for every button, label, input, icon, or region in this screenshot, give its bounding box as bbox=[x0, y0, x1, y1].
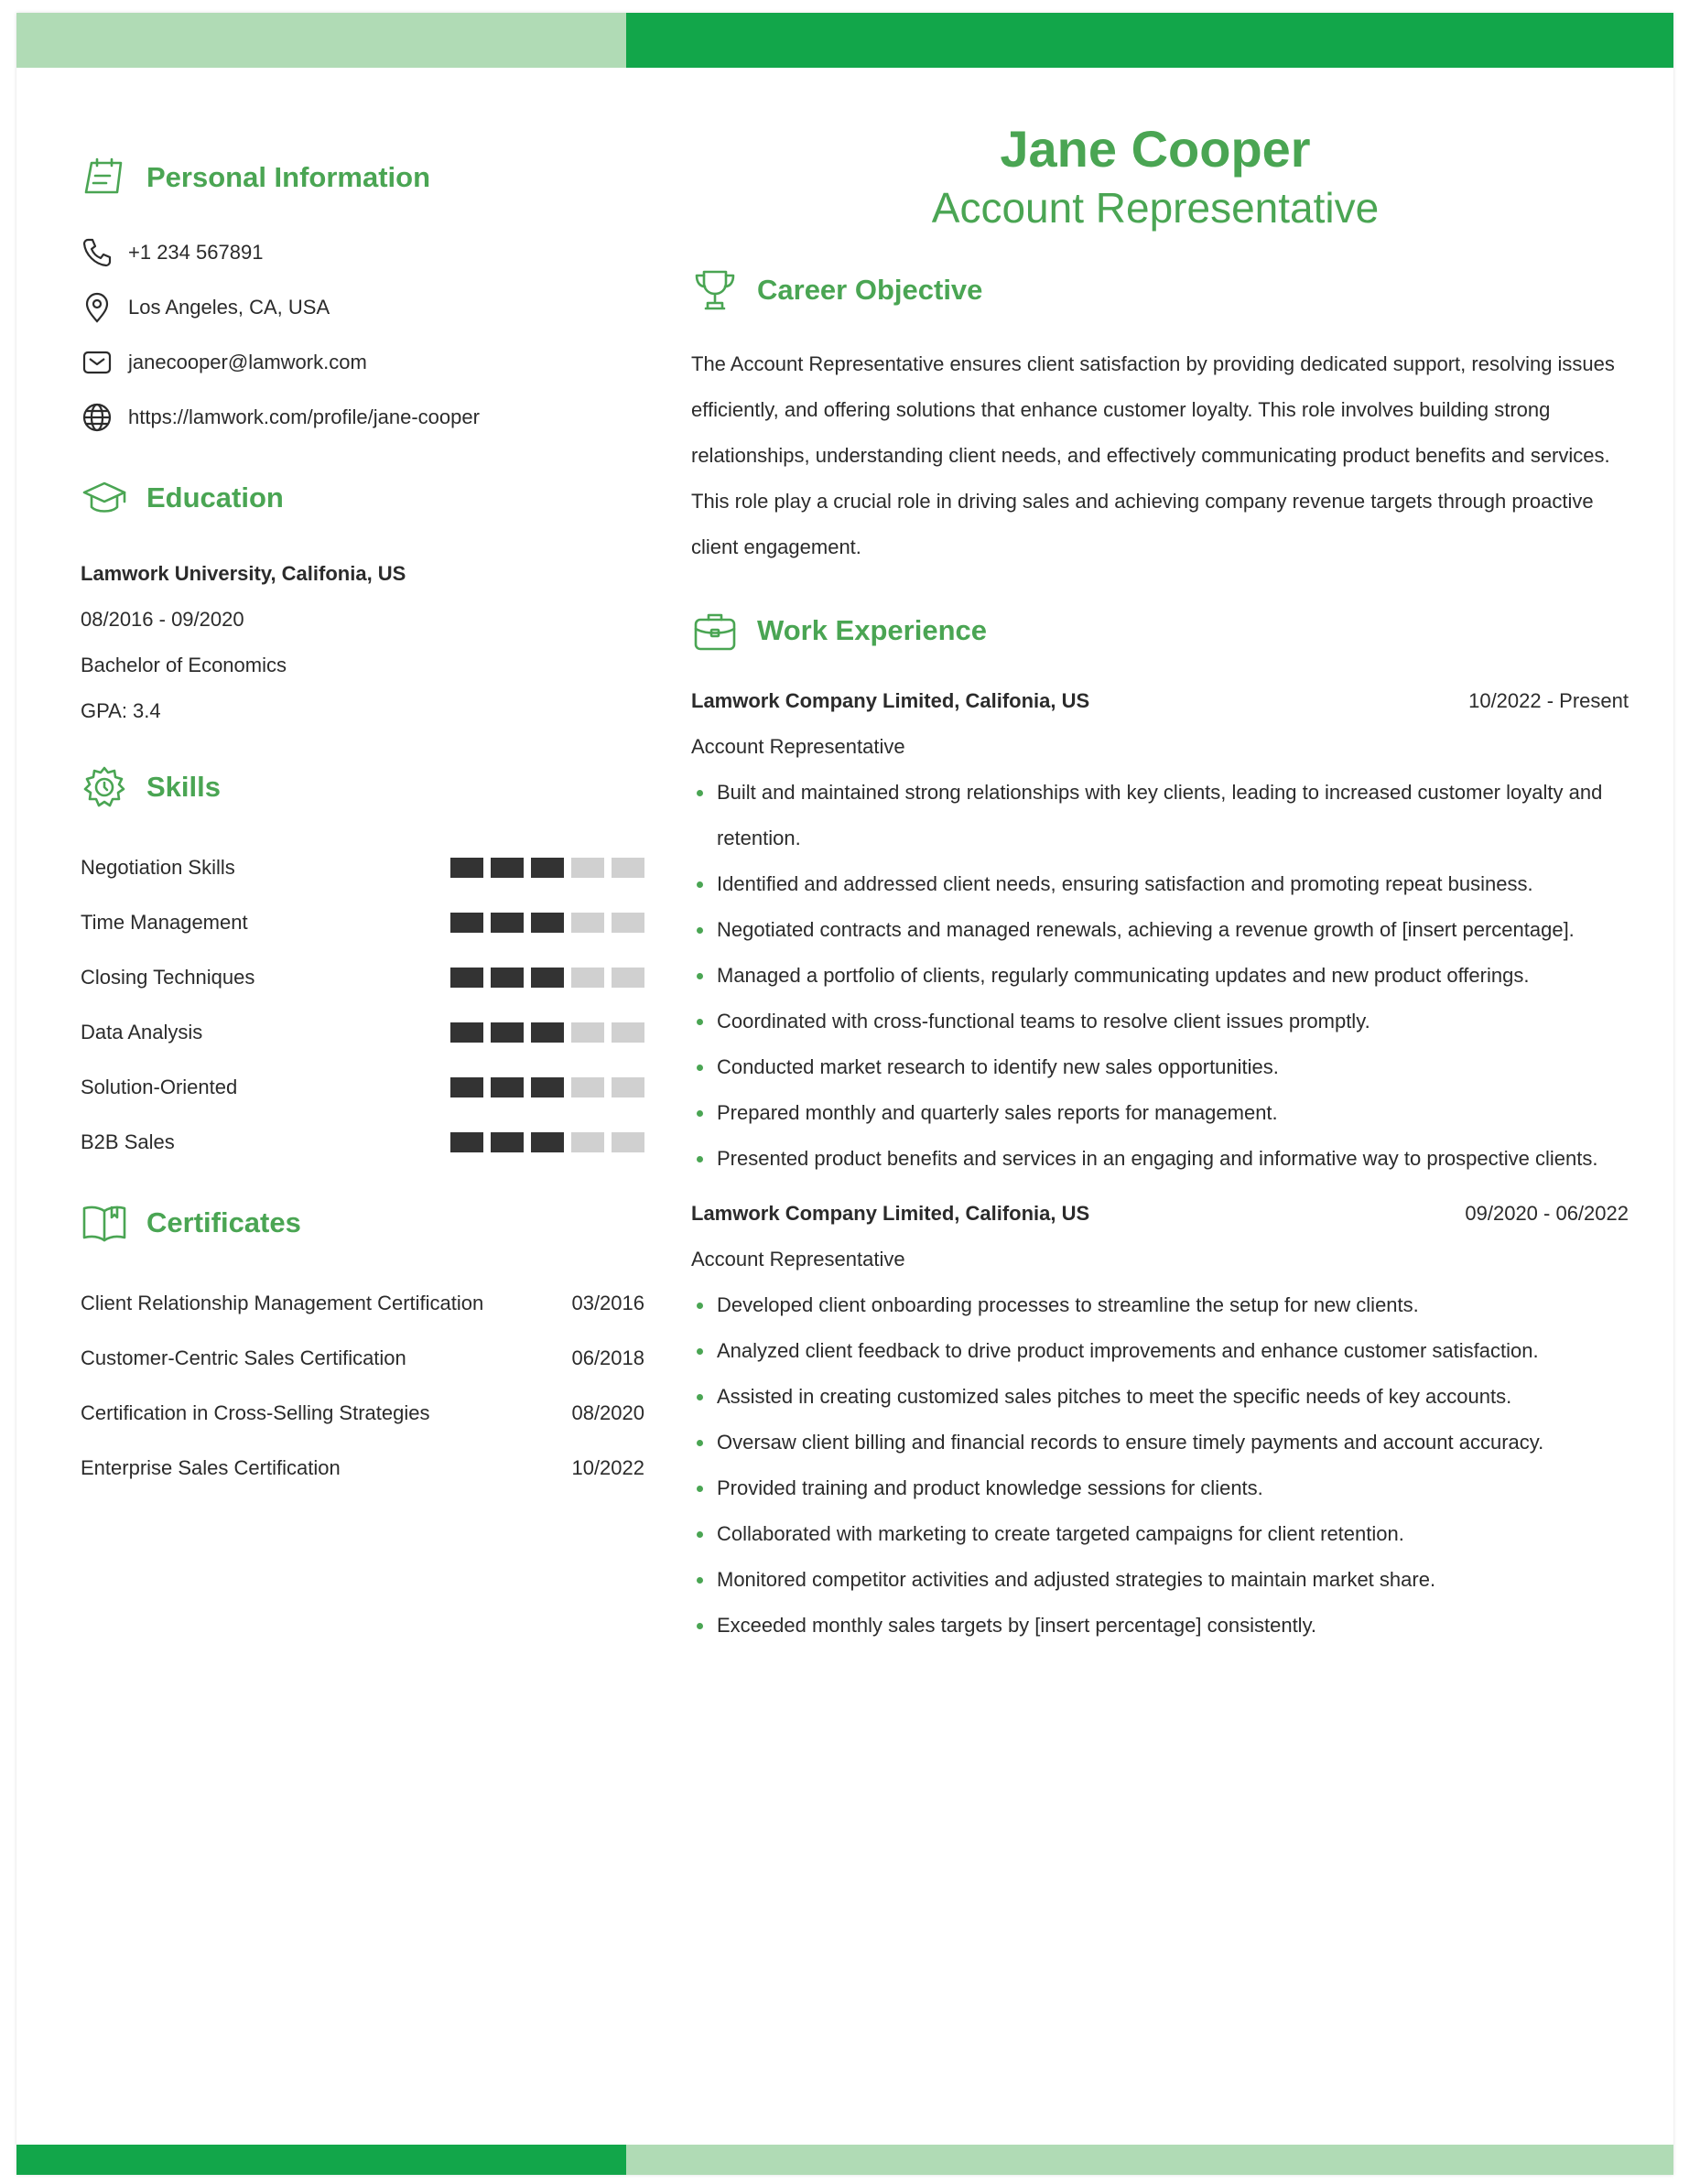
certificate-row bbox=[81, 1331, 644, 1386]
jobs-list bbox=[691, 678, 1629, 1649]
skill-level-meter bbox=[450, 1022, 644, 1043]
job-bullet: Negotiated contracts and managed renewals, achieving a revenue growth of [insert percentage]. bbox=[691, 907, 1629, 953]
skill-level-block bbox=[531, 1022, 564, 1043]
job-role: Account Representative bbox=[691, 735, 905, 758]
location-pin-icon bbox=[81, 291, 114, 324]
mail-icon bbox=[81, 346, 114, 379]
skill-level-block bbox=[450, 1022, 483, 1043]
skill-level-block bbox=[531, 1077, 564, 1097]
skill-level-block bbox=[491, 1132, 524, 1152]
skill-level-block bbox=[612, 858, 644, 878]
top-bar-dark bbox=[626, 13, 1673, 68]
job-company: Lamwork Company Limited, Califonia, US bbox=[691, 689, 1090, 712]
certificate-row bbox=[81, 1276, 644, 1331]
skill-level-block bbox=[491, 1077, 524, 1097]
job-bullet: Collaborated with marketing to create targeted campaigns for client retention. bbox=[691, 1511, 1629, 1557]
job-bullet: Coordinated with cross-functional teams to resolve client issues promptly. bbox=[691, 999, 1629, 1044]
personal-info-heading bbox=[81, 150, 644, 205]
skills-list bbox=[81, 840, 644, 1170]
job-bullet: Prepared monthly and quarterly sales reports for management. bbox=[691, 1090, 1629, 1136]
skill-level-block bbox=[450, 858, 483, 878]
skill-row bbox=[81, 950, 644, 1005]
career-objective-section bbox=[691, 263, 1629, 570]
skill-level-block bbox=[571, 1077, 604, 1097]
education-school: Lamwork University, Califonia, US bbox=[81, 562, 406, 585]
job-bullet: Presented product benefits and services in an engaging and informative way to prospective clients. bbox=[691, 1136, 1629, 1182]
certificate-row bbox=[81, 1386, 644, 1441]
skill-name: Negotiation Skills bbox=[81, 856, 235, 879]
skill-level-block bbox=[531, 913, 564, 933]
skill-row bbox=[81, 1005, 644, 1060]
skill-level-block bbox=[491, 858, 524, 878]
id-card-icon bbox=[81, 154, 128, 201]
book-icon bbox=[81, 1199, 128, 1247]
certificate-date: 06/2018 bbox=[571, 1346, 644, 1369]
certificate-name: Client Relationship Management Certification bbox=[81, 1292, 484, 1314]
skill-level-block bbox=[531, 858, 564, 878]
job-bullet: Exceeded monthly sales targets by [insert percentage] consistently. bbox=[691, 1603, 1629, 1649]
skill-row bbox=[81, 1060, 644, 1115]
globe-icon bbox=[81, 401, 114, 434]
certificates-title: Certificates bbox=[146, 1206, 301, 1238]
skill-level-meter bbox=[450, 968, 644, 988]
email-text: janecooper@lamwork.com bbox=[128, 351, 367, 373]
certificate-date: 03/2016 bbox=[571, 1292, 644, 1314]
phone-icon bbox=[81, 236, 114, 269]
skill-name: Time Management bbox=[81, 911, 248, 934]
skill-level-block bbox=[571, 1132, 604, 1152]
bottom-bar-light bbox=[626, 2145, 1673, 2175]
skill-level-block bbox=[491, 968, 524, 988]
skill-level-meter bbox=[450, 913, 644, 933]
email-row bbox=[81, 335, 644, 390]
career-objective-heading bbox=[691, 263, 1629, 318]
personal-info-title: Personal Information bbox=[146, 161, 431, 193]
gear-icon bbox=[81, 763, 128, 811]
certificate-row bbox=[81, 1441, 644, 1496]
skills-heading bbox=[81, 760, 644, 815]
career-objective-title: Career Objective bbox=[757, 274, 983, 306]
skill-level-block bbox=[612, 1132, 644, 1152]
job-bullet: Provided training and product knowledge sessions for clients. bbox=[691, 1465, 1629, 1511]
skill-name: B2B Sales bbox=[81, 1130, 175, 1153]
certificate-name: Customer-Centric Sales Certification bbox=[81, 1346, 406, 1369]
briefcase-icon bbox=[691, 607, 739, 654]
certificates-heading bbox=[81, 1195, 644, 1250]
skills-title: Skills bbox=[146, 771, 221, 803]
job-header bbox=[691, 678, 1629, 724]
certificate-date: 10/2022 bbox=[571, 1456, 644, 1479]
skill-row bbox=[81, 1115, 644, 1170]
job-dates: 10/2022 - Present bbox=[1468, 689, 1629, 712]
skill-level-block bbox=[612, 913, 644, 933]
skill-level-block bbox=[571, 913, 604, 933]
skill-level-meter bbox=[450, 1077, 644, 1097]
skill-level-block bbox=[612, 1022, 644, 1043]
candidate-name: Jane Cooper bbox=[1000, 120, 1311, 178]
skill-level-meter bbox=[450, 858, 644, 878]
job-dates: 09/2020 - 06/2022 bbox=[1465, 1202, 1629, 1225]
skill-level-block bbox=[450, 1132, 483, 1152]
education-degree: Bachelor of Economics bbox=[81, 654, 287, 676]
location-row bbox=[81, 280, 644, 335]
education-entry bbox=[81, 551, 644, 734]
skill-level-block bbox=[450, 913, 483, 933]
skill-level-block bbox=[571, 858, 604, 878]
candidate-title: Account Representative bbox=[931, 184, 1380, 232]
phone-row bbox=[81, 225, 644, 280]
education-heading bbox=[81, 470, 644, 525]
skill-level-block bbox=[612, 968, 644, 988]
bottom-bar-dark bbox=[16, 2145, 626, 2175]
job-bullet: Conducted market research to identify new sales opportunities. bbox=[691, 1044, 1629, 1090]
work-experience-heading bbox=[691, 603, 1629, 658]
graduation-cap-icon bbox=[81, 474, 128, 522]
skill-name: Data Analysis bbox=[81, 1021, 203, 1043]
job-entry bbox=[691, 1191, 1629, 1649]
job-entry bbox=[691, 678, 1629, 1182]
skill-level-block bbox=[491, 913, 524, 933]
phone-text: +1 234 567891 bbox=[128, 241, 264, 264]
top-bar-light bbox=[16, 13, 626, 68]
work-experience-title: Work Experience bbox=[757, 614, 987, 646]
website-text: https://lamwork.com/profile/jane-cooper bbox=[128, 405, 480, 428]
trophy-icon bbox=[691, 266, 739, 314]
location-text: Los Angeles, CA, USA bbox=[128, 296, 330, 319]
skill-level-block bbox=[450, 968, 483, 988]
skill-name: Solution-Oriented bbox=[81, 1076, 238, 1098]
skill-level-block bbox=[491, 1022, 524, 1043]
certificate-date: 08/2020 bbox=[571, 1401, 644, 1424]
certificate-name: Enterprise Sales Certification bbox=[81, 1456, 341, 1479]
skill-row bbox=[81, 895, 644, 950]
contact-list bbox=[81, 225, 644, 445]
resume-page bbox=[16, 13, 1673, 2175]
education-dates: 08/2016 - 09/2020 bbox=[81, 608, 244, 631]
job-company: Lamwork Company Limited, Califonia, US bbox=[691, 1202, 1090, 1225]
job-bullet: Assisted in creating customized sales pitches to meet the specific needs of key accounts. bbox=[691, 1374, 1629, 1420]
skill-level-block bbox=[571, 968, 604, 988]
job-bullet: Oversaw client billing and financial records to ensure timely payments and account accuracy. bbox=[691, 1420, 1629, 1465]
certificate-name: Certification in Cross-Selling Strategies bbox=[81, 1401, 430, 1424]
job-bullet: Analyzed client feedback to drive product improvements and enhance customer satisfaction. bbox=[691, 1328, 1629, 1374]
skill-row bbox=[81, 840, 644, 895]
skill-level-block bbox=[612, 1077, 644, 1097]
job-bullet: Identified and addressed client needs, ensuring satisfaction and promoting repeat business. bbox=[691, 861, 1629, 907]
job-bullets bbox=[691, 770, 1629, 1182]
skill-level-block bbox=[450, 1077, 483, 1097]
work-experience-section bbox=[691, 603, 1629, 1649]
left-column bbox=[81, 150, 644, 1496]
job-role: Account Representative bbox=[691, 1248, 905, 1270]
right-column bbox=[691, 118, 1629, 1649]
job-bullet: Developed client onboarding processes to streamline the setup for new clients. bbox=[691, 1282, 1629, 1328]
education-gpa: GPA: 3.4 bbox=[81, 699, 161, 722]
job-bullet: Managed a portfolio of clients, regularly communicating updates and new product offerings. bbox=[691, 953, 1629, 999]
skill-level-block bbox=[531, 968, 564, 988]
website-row bbox=[81, 390, 644, 445]
skill-level-block bbox=[571, 1022, 604, 1043]
skill-name: Closing Techniques bbox=[81, 966, 255, 989]
education-title: Education bbox=[146, 481, 284, 514]
skill-level-block bbox=[531, 1132, 564, 1152]
skill-level-meter bbox=[450, 1132, 644, 1152]
job-bullet: Monitored competitor activities and adjusted strategies to maintain market share. bbox=[691, 1557, 1629, 1603]
career-objective-text: The Account Representative ensures client satisfaction by providing dedicated support, resolving issues efficiently, and offering solutions that enhance customer loyalty. This role involves building strong relationships, understanding client needs, and effectively communicating product benefits and services. This role play a crucial role in driving sales and achieving company revenue targets through proactive client engagement. bbox=[691, 352, 1615, 558]
job-bullets bbox=[691, 1282, 1629, 1649]
certificates-list bbox=[81, 1276, 644, 1496]
job-header bbox=[691, 1191, 1629, 1237]
job-bullet: Built and maintained strong relationships with key clients, leading to increased customer loyalty and retention. bbox=[691, 770, 1629, 861]
